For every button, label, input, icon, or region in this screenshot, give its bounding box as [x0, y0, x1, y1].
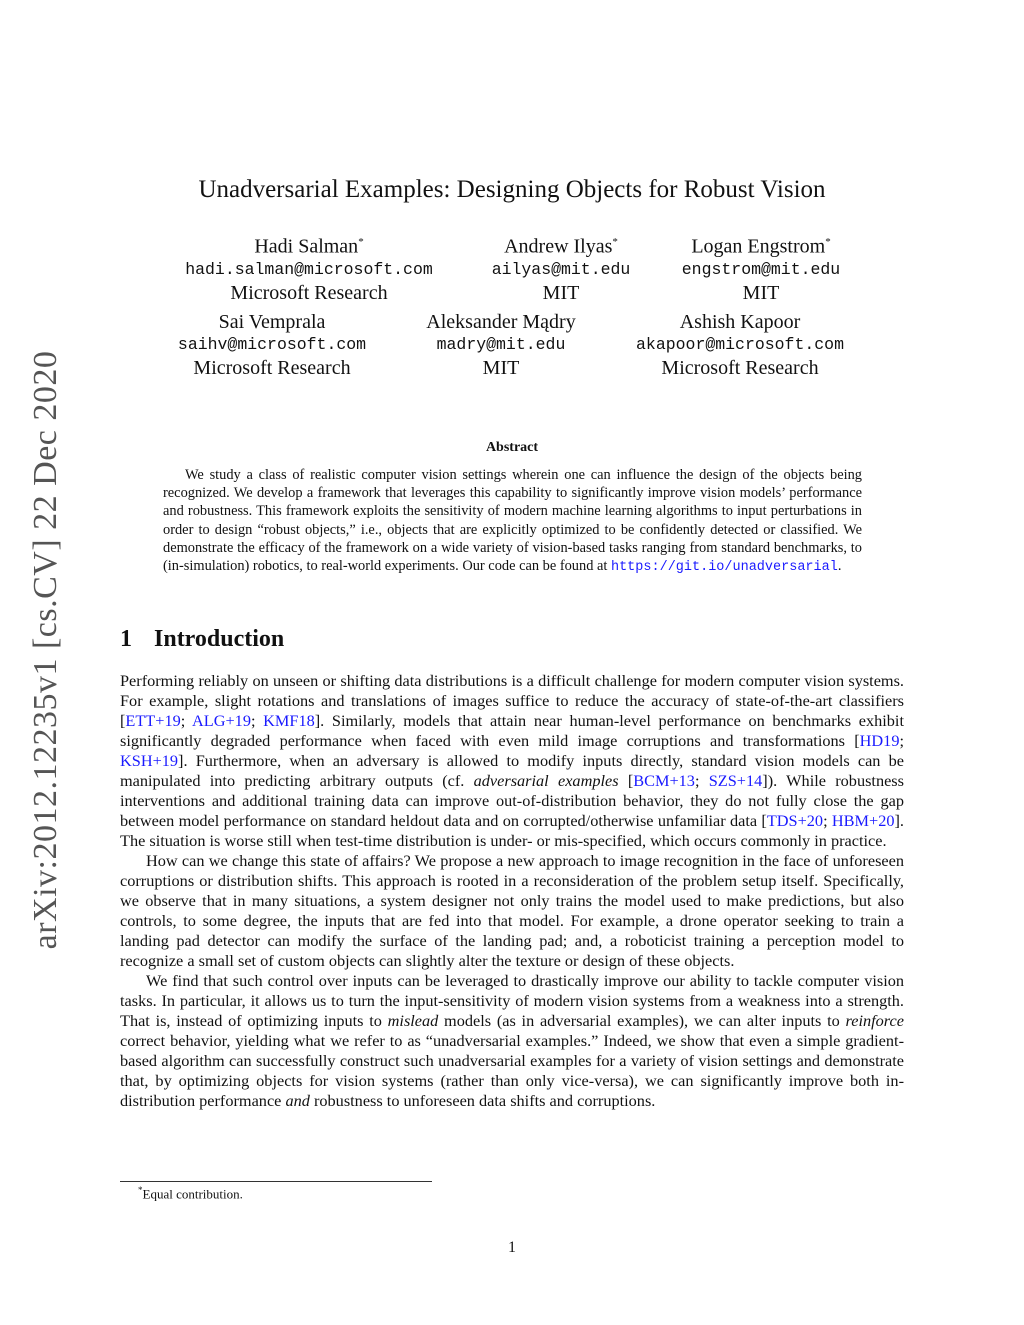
author-name: Aleksander Mądry [426, 311, 576, 333]
section-heading [120, 626, 284, 653]
section-number: 1 [120, 626, 132, 652]
citation-link[interactable]: ALG+19 [192, 711, 251, 730]
page-number: 1 [508, 1239, 516, 1256]
author-name: Sai Vemprala [218, 311, 326, 333]
author-email[interactable]: akapoor@microsoft.com [636, 335, 844, 354]
abstract-text: We study a class of realistic computer vision settings wherein one can influence the design of the objects being recognized. We develop a framework that leverages this capability to significantly improve vision models’ performance and robustness. This framework exploits the sensitivity of modern machine learning algorithms to input perturbations in order to design “robust objects,” i.e., objects that are explicitly optimized to be confidently detected or classified. We demonstrate the efficacy of the framework on a wide variety of vision-based tasks ranging from standard benchmarks, to (in-simulation) robotics, to real-world experiments. Our code can be found at https://git.io/unadversarial. [163, 467, 862, 576]
author-email[interactable]: engstrom@mit.edu [681, 259, 841, 279]
paragraph: We find that such control over inputs can be leveraged to drastically improve our ability to tackle computer vision tasks. In particular, it allows us to turn the input-sensitivity of modern vision systems from a weakness into a strength. That is, instead of optimizing inputs to mislead models (as in adversarial examples), we can alter inputs to reinforce correct behavior, yielding what we refer to as “unadversarial examples.” Indeed, we show that even a simple gradient-based algorithm can successfully construct such unadversarial examples for a variety of vision settings and demonstrate that, by optimizing objects for vision systems (rather than only vice-versa), we can significantly improve both in-distribution performance and robustness to unforeseen data shifts and corruptions. [120, 971, 904, 1110]
author-affiliation: Microsoft Research [230, 281, 388, 304]
citation-link[interactable]: HBM+20 [831, 811, 895, 830]
code-link[interactable]: https://git.io/unadversarial [610, 560, 838, 576]
citation-link[interactable]: HD19 [859, 731, 900, 750]
footnote-divider [120, 1181, 432, 1182]
citation-link[interactable]: KSH+19 [120, 751, 179, 770]
citation-link[interactable]: SZS+14 [708, 771, 763, 790]
author-email[interactable]: saihv@microsoft.com [177, 335, 367, 354]
author-affiliation: Microsoft Research [661, 357, 819, 379]
author-email[interactable]: ailyas@mit.edu [491, 259, 631, 279]
citation-link[interactable]: KMF18 [263, 711, 315, 730]
abstract-heading: Abstract [485, 440, 539, 455]
citation-link[interactable]: TDS+20 [766, 811, 824, 830]
paragraph: Performing reliably on unseen or shifting data distributions is a difficult challenge for modern computer vision systems. For example, slight rotations and translations of images suffice to reduce the accuracy of state-of-the-art classifiers [ETT+19; ALG+19; KMF18]. Similarly, models that attain near human-level performance on benchmarks exhibit significantly degraded performance when faced with even mild image corruptions and transformations [HD19; KSH+19]. Furthermore, when an adversary is allowed to modify inputs directly, standard vision models can be manipulated into predicting arbitrary outputs (cf. adversarial examples [BCM+13; SZS+14]). While robustness interventions and additional training data can improve out-of-distribution behavior, they do not fully close the gap between model performance on standard heldout data and on corrupted/otherwise unfamiliar data [TDS+20; HBM+20]. The situation is worse still when test-time distribution is under- or mis-specified, which occurs commonly in practice. [120, 671, 904, 850]
section-title: Introduction [154, 626, 285, 652]
author-name: Hadi Salman* [254, 235, 364, 258]
paragraph: How can we change this state of affairs? We propose a new approach to image recognition in the face of unforeseen corruptions or distribution shifts. This approach is rooted in a reconsideration of the problem setup itself. Specifically, we observe that in many situations, a system designer not only trains the model used to make predictions, but also controls, to some degree, the inputs that are fed into that model. For example, a drone operator seeking to train a landing pad detector can modify the surface of the landing pad; and, a roboticist training a perception model to recognize a small set of custom objects can slightly alter the texture or design of these objects. [120, 851, 904, 970]
citation-link[interactable]: BCM+13 [633, 771, 695, 790]
intro-body [120, 671, 904, 1111]
author-email[interactable]: hadi.salman@microsoft.com [185, 259, 433, 279]
author-email[interactable]: madry@mit.edu [436, 335, 566, 354]
author-block [611, 230, 911, 305]
author-affiliation: Microsoft Research [193, 357, 351, 379]
citation-link[interactable]: ETT+19 [125, 711, 181, 730]
arxiv-stamp: arXiv:2012.12235v1 [cs.CV] 22 Dec 2020 [27, 350, 64, 950]
author-name: Ashish Kapoor [679, 311, 801, 333]
author-affiliation: MIT [742, 281, 780, 304]
author-affiliation: MIT [482, 357, 520, 379]
author-block [590, 310, 890, 380]
author-name: Logan Engstrom* [691, 235, 831, 258]
author-affiliation: MIT [542, 281, 580, 304]
footnote: *Equal contribution. [138, 1185, 243, 1202]
paper-title: Unadversarial Examples: Designing Objects for Robust Vision [198, 176, 826, 203]
author-name: Andrew Ilyas* [504, 235, 618, 258]
